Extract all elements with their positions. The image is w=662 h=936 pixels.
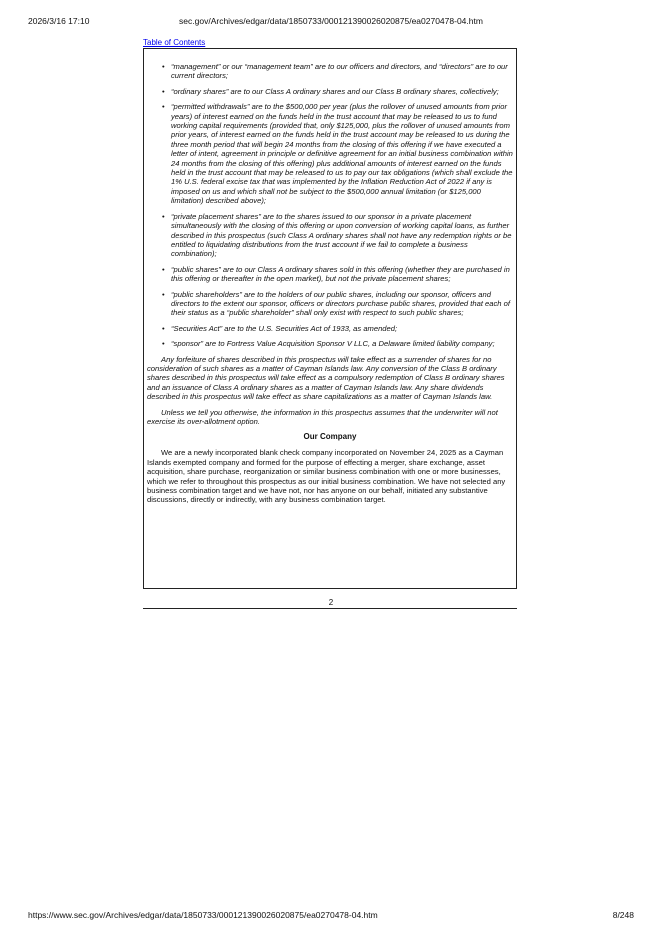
- document-frame: [143, 48, 517, 589]
- bullet-icon: •: [162, 62, 165, 71]
- page-number: 2: [328, 598, 334, 607]
- list-item: • “sponsor” are to Fortress Value Acquisition Sponsor V LLC, a Delaware limited liability company;: [162, 339, 495, 349]
- list-item: • “ordinary shares” are to our Class A ordinary shares and our Class B ordinary shares, collectively;: [162, 86, 499, 96]
- list-item: • “public shares” are to our Class A ordinary shares sold in this offering (whether they are purchased in this offering or thereafter in the open market), but not the private placement shares;: [162, 264, 510, 284]
- list-item: • “management” or our “management team” are to our officers and directors, and “directors” are to our current directors;: [162, 62, 508, 81]
- bullet-icon: •: [162, 289, 165, 299]
- bullet-icon: •: [162, 86, 165, 96]
- definitions-list: [147, 62, 513, 349]
- print-footer-url: https://www.sec.gov/Archives/edgar/data/1850733/000121390026020875/ea0270478-04.htm: [28, 910, 378, 920]
- print-page-count: 8/248: [612, 910, 634, 920]
- bullet-icon: •: [162, 339, 165, 349]
- over-allotment-paragraph: Unless we tell you otherwise, the information in this prospectus assumes that the underwriter will not exercise its over-allotment option.: [147, 407, 498, 426]
- page-divider: [143, 608, 517, 609]
- print-datetime: 2026/3/16 17:10: [28, 16, 90, 26]
- list-item: • “Securities Act” are to the U.S. Securities Act of 1933, as amended;: [162, 323, 398, 333]
- bullet-icon: •: [162, 323, 165, 333]
- bullet-icon: •: [162, 211, 165, 221]
- table-of-contents-link[interactable]: Table of Contents: [143, 38, 206, 47]
- forfeiture-paragraph: Any forfeiture of shares described in this prospectus will take effect as a surrender of shares for no consideration of such shares as a matter of Cayman Islands law. Any conversion of the Class B ordinary shares described in this prospectus will take effect as a compulsory redemption of Class B ordinary shares and an issuance of Class A ordinary shares as a matter of Cayman Islands law. Any share dividends described in this prospectus will take effect as share capitalizations as a matter of Cayman Islands law.: [147, 354, 505, 402]
- list-item: • “permitted withdrawals” are to the $500,000 per year (plus the rollover of unused amounts from prior years) of interest earned on the funds held in the trust account that may be released to us to fund working capital requirements (provided that, only $125,000, plus the rollover of unused amounts from prior years, of interest earned on the funds held in the trust account may be released to us during the three month period that will begin 24 months from the closing of this offering if we have executed a letter of intent, agreement in principle or definitive agreement for an initial business combination within 24 months from the closing of this offering) plus additional amounts of interest earned on the funds held in the trust account that may be released to us to pay our tax obligations (which shall exclude the 1% U.S. federal excise tax that was implemented by the Inflation Reduction Act of 2022 if any is imposed on us and which shall not be subject to the $500,000 annual limitation (or $125,000 limitation) described above);: [162, 102, 513, 206]
- bullet-icon: •: [162, 264, 165, 274]
- document-content: [147, 62, 513, 505]
- section-heading: Our Company: [303, 432, 357, 442]
- list-item: • “private placement shares” are to the shares issued to our sponsor in a private placement simultaneously with the closing of this offering or upon conversion of working capital loans, as further described in this prospectus (such Class A ordinary shares shall not have any redemption rights or be entitled to liquidating distributions from the trust account if we fail to complete a business combination);: [162, 211, 512, 259]
- list-item: • “public shareholders” are to the holders of our public shares, including our sponsor, officers and directors to the extent our sponsor, officers or directors purchase public shares, provided that each of their status as a “public shareholder” shall only exist with respect to such public shares;: [162, 289, 510, 318]
- company-paragraph: We are a newly incorporated blank check company incorporated on November 24, 2025 as a Cayman Islands exempted company and formed for the purpose of effecting a merger, share exchange, asset acquisition, share purchase, reorganization or similar business combination with one or more businesses, which we refer to throughout this prospectus as our initial business combination. We have not selected any business combination target and we have not, nor has anyone on our behalf, initiated any substantive discussions, directly or indirectly, with any business combination target.: [147, 448, 506, 505]
- bullet-icon: •: [162, 102, 165, 112]
- print-page-title: sec.gov/Archives/edgar/data/1850733/000121390026020875/ea0270478-04.htm: [179, 16, 483, 26]
